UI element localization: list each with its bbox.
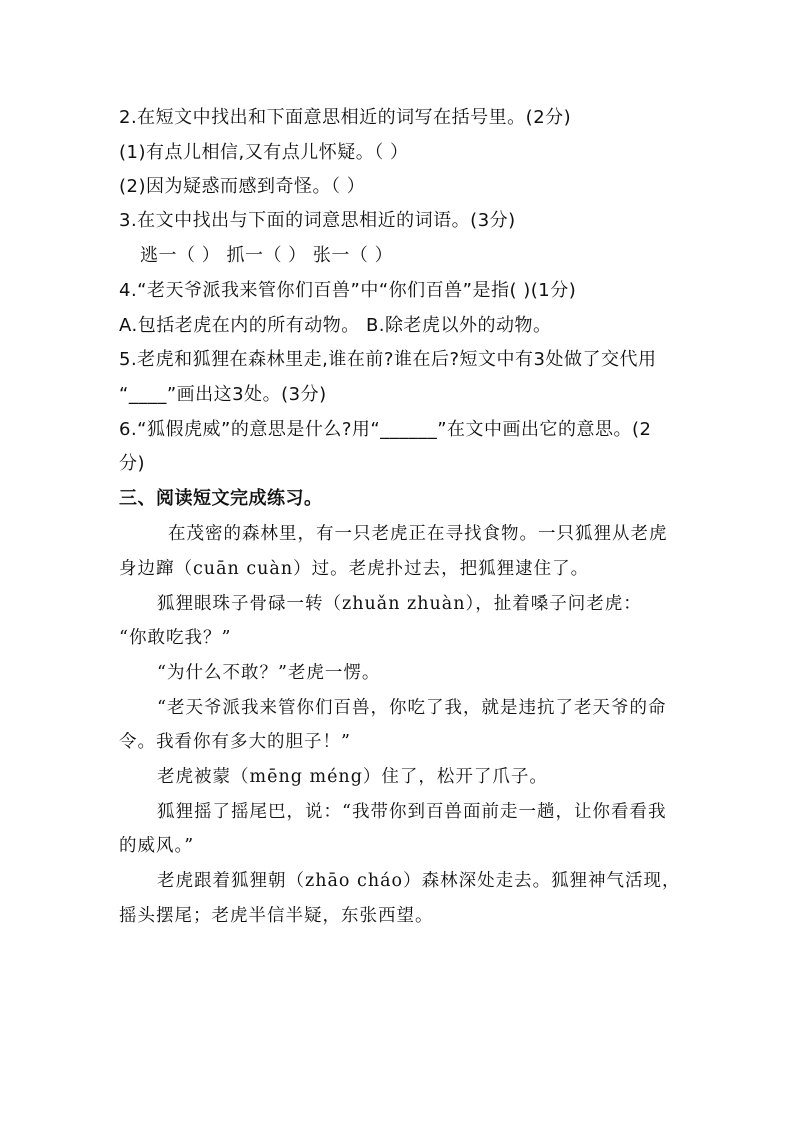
- question-4: 4.“老天爷派我来管你们百兽”中“你们百兽”是指( )(1分): [119, 280, 577, 301]
- question-3-items: 逃一（ ） 抓一（ ） 张一（ ）: [140, 245, 394, 266]
- passage-paragraph-1-line-1: 在茂密的森林里，有一只老虎正在寻找食物。一只狐狸从老虎: [168, 524, 668, 544]
- question-2: 2.在短文中找出和下面意思相近的词写在括号里。(2分): [119, 107, 572, 128]
- question-3: 3.在文中找出与下面的词意思相近的词语。(3分): [119, 210, 516, 231]
- question-4-options: A.包括老虎在内的所有动物。 B.除老虎以外的动物。: [119, 315, 552, 336]
- passage-paragraph-4-line-1: “老天爷派我来管你们百兽，你吃了我，就是违抗了老天爷的命: [157, 698, 667, 718]
- passage-paragraph-5: 老虎被蒙（mēng méng）住了，松开了爪子。: [157, 767, 548, 787]
- question-6-line-2: 分): [119, 453, 146, 474]
- passage-paragraph-2-line-2: “你敢吃我？”: [119, 628, 232, 648]
- passage-paragraph-2-line-1: 狐狸眼珠子骨碌一转（zhuǎn zhuàn），扯着嗓子问老虎：: [157, 594, 642, 614]
- question-6-line-1: 6.“狐假虎威”的意思是什么?用“______”在文中画出它的意思。(2: [119, 419, 652, 440]
- passage-paragraph-6-line-2: 的威风。”: [119, 836, 195, 856]
- question-5-line-2: “____”画出这3处。(3分): [119, 384, 327, 405]
- passage-paragraph-7-line-2: 摇头摆尾；老虎半信半疑，东张西望。: [119, 906, 434, 926]
- question-2-item-2: (2)因为疑惑而感到奇怪。（ ）: [119, 176, 366, 197]
- passage-paragraph-6-line-1: 狐狸摇了摇尾巴，说：“我带你到百兽面前走一趟，让你看看我: [157, 802, 667, 822]
- passage-paragraph-1-line-2: 身边蹿（cuān cuàn）过。老虎扑过去，把狐狸逮住了。: [119, 559, 590, 579]
- question-5-line-1: 5.老虎和狐狸在森林里走,谁在前?谁在后?短文中有3处做了交代用: [119, 349, 657, 370]
- section-3-heading: 三、阅读短文完成练习。: [119, 488, 323, 509]
- passage-paragraph-4-line-2: 令。我看你有多大的胆子！”: [119, 732, 351, 752]
- question-2-item-1: (1)有点儿相信,又有点儿怀疑。（ ）: [119, 142, 409, 163]
- passage-paragraph-7-line-1: 老虎跟着狐狸朝（zhāo cháo）森林深处走去。狐狸神气活现，: [157, 871, 681, 891]
- passage-paragraph-3: “为什么不敢？”老虎一愣。: [157, 663, 381, 683]
